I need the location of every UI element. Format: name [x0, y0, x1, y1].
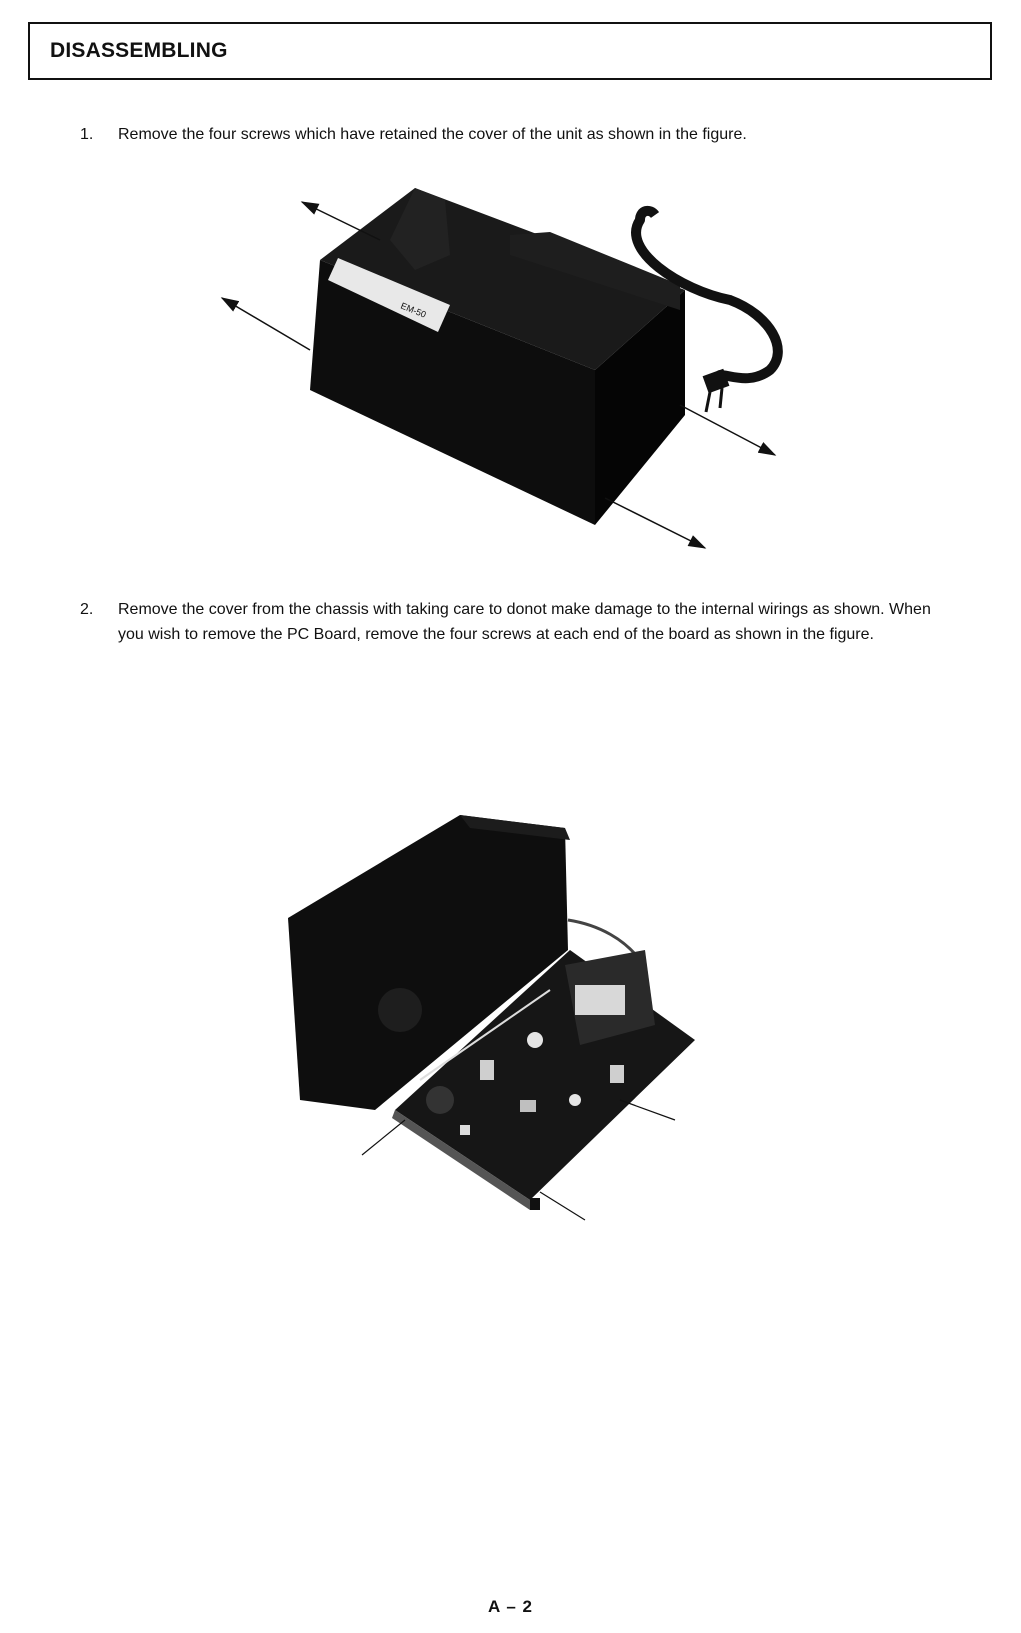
step-number: 2.	[80, 601, 94, 618]
section-title: DISASSEMBLING	[50, 39, 228, 62]
step-text: Remove the cover from the chassis with taking care to donot make damage to the internal wirings as shown. When you wish to remove the PC Board, remove the four screws at each end of the board as shown in the figure.	[118, 601, 931, 643]
page-number: A – 2	[487, 1597, 533, 1616]
arrow-board-screw-3	[540, 1192, 585, 1220]
arrow-screw-3	[680, 405, 775, 455]
plug-prong	[706, 392, 710, 412]
figure-1-unit-closed	[210, 180, 810, 580]
component	[569, 1094, 581, 1106]
arrow-screw-1	[302, 202, 380, 240]
figure-2-cover-removed	[280, 800, 710, 1230]
board-screw	[530, 1198, 540, 1210]
plug-prong	[720, 388, 722, 408]
component	[527, 1032, 543, 1048]
cord-strain-relief	[640, 211, 655, 220]
arrow-board-screw-2	[620, 1100, 675, 1120]
arrow-board-screw-1	[362, 1120, 405, 1155]
component-capacitor	[426, 1086, 454, 1114]
arrow-screw-4	[605, 498, 705, 548]
component	[460, 1125, 470, 1135]
component	[480, 1060, 494, 1080]
cover-hole	[378, 988, 422, 1032]
step-number: 1.	[80, 126, 94, 143]
component	[520, 1100, 536, 1112]
arrow-screw-2	[222, 298, 310, 350]
transformer-core	[575, 985, 625, 1015]
component	[610, 1065, 624, 1083]
step-text: Remove the four screws which have retained the cover of the unit as shown in the figure.	[118, 126, 747, 143]
unit-label-text: EM-50	[399, 300, 428, 320]
section-header-box	[28, 22, 992, 80]
